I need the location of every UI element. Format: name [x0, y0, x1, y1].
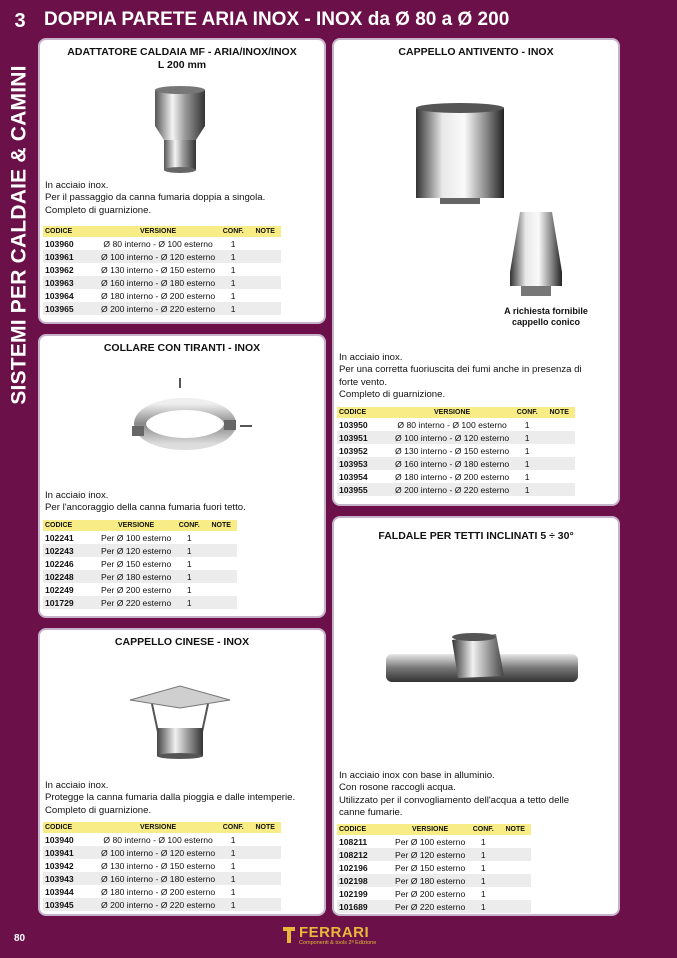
product-table: CODICE VERSIONE CONF. NOTE 103940 Ø 80 interno - Ø 100 esterno 1 103941 Ø 100 interno - Ø 120 esterno 1 103942 Ø 130 interno - Ø 150 esterno 1 103943 Ø 160 interno - Ø 180 esterno 1 103944 Ø 180 interno - Ø 200 esterno 1 103945 Ø 200 interno - Ø 220 esterno 1	[43, 822, 281, 911]
product-code: 108212	[337, 848, 393, 861]
product-description: In acciaio inox con base in alluminio. Con rosone raccogli acqua. Utilizzato per il convogliamento dell'acqua a tetto delle canne fumarie.	[339, 770, 570, 819]
product-version: Per Ø 180 esterno	[101, 571, 172, 582]
panel-title: COLLARE CON TIRANTI - INOX	[103, 342, 261, 354]
product-code: 102196	[339, 862, 368, 873]
product-note	[249, 898, 281, 911]
product-conf: 1	[467, 848, 499, 861]
product-note	[249, 859, 281, 872]
wind-cap-image	[334, 92, 618, 302]
product-conf: 1	[230, 886, 236, 897]
table-row	[337, 457, 575, 470]
product-note	[499, 887, 531, 900]
product-version: Ø 200 interno - Ø 220 esterno	[101, 899, 216, 910]
product-version: Ø 160 interno - Ø 180 esterno	[101, 277, 216, 288]
product-description: In acciaio inox. Protegge la canna fumaria dalla pioggia e dalle intemperie. Completo di guarnizione.	[45, 780, 296, 816]
product-conf: 1	[186, 532, 192, 543]
table-row	[337, 887, 531, 900]
product-version: Ø 160 interno - Ø 180 esterno	[101, 873, 216, 884]
product-note	[249, 302, 281, 315]
product-note	[499, 835, 531, 848]
table-row	[43, 289, 281, 302]
product-version: Ø 180 interno - Ø 200 esterno	[395, 471, 510, 482]
panel-antivento	[332, 38, 620, 506]
table-row	[43, 583, 237, 596]
product-version: Ø 80 interno - Ø 100 esterno	[103, 834, 213, 845]
product-version: Per Ø 150 esterno	[101, 558, 172, 569]
panel-title: CAPPELLO ANTIVENTO - INOX	[398, 46, 554, 58]
product-conf: 1	[524, 471, 530, 482]
product-code: 103961	[43, 250, 99, 263]
product-code: 102243	[43, 544, 99, 557]
product-code: 103940	[45, 834, 74, 845]
table-row	[337, 874, 531, 887]
product-conf: 1	[511, 457, 543, 470]
product-conf: 1	[217, 276, 249, 289]
product-conf: 1	[230, 264, 236, 275]
product-note	[205, 596, 237, 609]
table-row	[337, 444, 575, 457]
product-conf: 1	[217, 898, 249, 911]
product-note	[543, 470, 575, 483]
brand-icon	[281, 926, 297, 944]
table-row	[337, 483, 575, 496]
table-row	[43, 531, 237, 544]
product-conf: 1	[217, 872, 249, 885]
collar-image	[40, 376, 324, 476]
product-version: Per Ø 200 esterno	[101, 584, 172, 595]
table-row	[43, 833, 281, 846]
product-version: Per Ø 220 esterno	[101, 597, 172, 608]
product-conf: 1	[217, 846, 249, 859]
panel-adattatore	[38, 38, 326, 324]
table-row	[337, 835, 531, 848]
product-code: 103952	[339, 445, 368, 456]
table-row	[337, 900, 531, 913]
product-note	[499, 861, 531, 874]
table-row	[43, 570, 237, 583]
product-code: 103944	[45, 886, 74, 897]
product-version: Ø 200 interno - Ø 220 esterno	[395, 484, 510, 495]
product-version: Per Ø 200 esterno	[395, 888, 466, 899]
product-conf: 1	[524, 445, 530, 456]
product-code: 103945	[43, 898, 99, 911]
product-code: 102241	[45, 532, 74, 543]
product-description: In acciaio inox. Per il passaggio da canna fumaria doppia a singola. Completo di guarnizione.	[45, 180, 266, 216]
product-code: 102199	[339, 888, 368, 899]
product-version: Ø 160 interno - Ø 180 esterno	[395, 458, 510, 469]
product-conf: 1	[524, 419, 530, 430]
product-conf: 1	[173, 570, 205, 583]
product-code: 103943	[43, 872, 99, 885]
product-code: 103965	[43, 302, 99, 315]
product-code: 103960	[45, 238, 74, 249]
product-version: Ø 200 interno - Ø 220 esterno	[101, 303, 216, 314]
product-conf: 1	[467, 900, 499, 913]
product-code: 103962	[45, 264, 74, 275]
panel-cinese	[38, 628, 326, 916]
product-version: Ø 100 interno - Ø 120 esterno	[395, 432, 510, 443]
table-row	[43, 237, 281, 250]
brand-logo: FERRARI Componenti & tools 2ª Edizione	[281, 924, 389, 950]
product-version: Ø 100 interno - Ø 120 esterno	[101, 847, 216, 858]
product-conf: 1	[186, 584, 192, 595]
product-table: CODICE VERSIONE CONF. NOTE 102241 Per Ø 100 esterno 1 102243 Per Ø 120 esterno 1 102246 Per Ø 150 esterno 1 102248 Per Ø 180 esterno 1 102249 Per Ø 200 esterno 1 101729 Per Ø 220 esterno 1	[43, 520, 237, 609]
product-code: 102198	[337, 874, 393, 887]
page-title: DOPPIA PARETE ARIA INOX - INOX da Ø 80 a Ø 200	[44, 9, 510, 30]
product-version: Per Ø 120 esterno	[101, 545, 172, 556]
product-version: Ø 130 interno - Ø 150 esterno	[101, 264, 216, 275]
panel-collare	[38, 334, 326, 618]
panel-title: FALDALE PER TETTI INCLINATI 5 ÷ 30°	[378, 530, 574, 542]
product-note	[249, 250, 281, 263]
table-row	[43, 859, 281, 872]
table-row	[337, 470, 575, 483]
product-code: 103951	[337, 431, 393, 444]
product-conf: 1	[230, 238, 236, 249]
chapter-number: 3	[14, 10, 26, 32]
product-note	[499, 874, 531, 887]
product-version: Ø 130 interno - Ø 150 esterno	[101, 860, 216, 871]
table-row	[337, 848, 531, 861]
product-note	[249, 885, 281, 898]
product-version: Per Ø 220 esterno	[395, 901, 466, 912]
product-description: In acciaio inox. Per l'ancoraggio della canna fumaria fuori tetto.	[45, 490, 246, 514]
product-version: Ø 100 interno - Ø 120 esterno	[101, 251, 216, 262]
product-version: Ø 130 interno - Ø 150 esterno	[395, 445, 510, 456]
product-note	[249, 237, 281, 250]
product-code: 103963	[43, 276, 99, 289]
product-table: CODICE VERSIONE CONF. NOTE 103950 Ø 80 interno - Ø 100 esterno 1 103951 Ø 100 interno - Ø 120 esterno 1 103952 Ø 130 interno - Ø 150 esterno 1 103953 Ø 160 interno - Ø 180 esterno 1 103954 Ø 180 interno - Ø 200 esterno 1 103955 Ø 200 interno - Ø 220 esterno 1	[337, 407, 575, 496]
product-code: 103955	[337, 483, 393, 496]
product-table: CODICE VERSIONE CONF. NOTE 103960 Ø 80 interno - Ø 100 esterno 1 103961 Ø 100 interno - Ø 120 esterno 1 103962 Ø 130 interno - Ø 150 esterno 1 103963 Ø 160 interno - Ø 180 esterno 1 103964 Ø 180 interno - Ø 200 esterno 1 103965 Ø 200 interno - Ø 220 esterno 1	[43, 226, 281, 315]
product-version: Ø 80 interno - Ø 100 esterno	[397, 419, 507, 430]
product-conf: 1	[480, 888, 486, 899]
product-code: 101689	[337, 900, 393, 913]
product-note	[205, 544, 237, 557]
product-code: 103941	[43, 846, 99, 859]
product-conf: 1	[217, 302, 249, 315]
table-row	[43, 846, 281, 859]
product-code: 103950	[339, 419, 368, 430]
product-conf: 1	[173, 544, 205, 557]
product-conf: 1	[480, 862, 486, 873]
product-note	[249, 872, 281, 885]
product-note	[249, 289, 281, 302]
product-version: Per Ø 180 esterno	[395, 875, 466, 886]
table-row	[337, 861, 531, 874]
adapter-image	[40, 82, 324, 182]
table-row	[43, 596, 237, 609]
table-row	[337, 418, 575, 431]
panel-title: ADATTATORE CALDAIA MF - ARIA/INOX/INOX L 200 mm	[67, 46, 297, 71]
product-version: Ø 80 interno - Ø 100 esterno	[103, 238, 213, 249]
table-row	[43, 263, 281, 276]
product-note	[499, 900, 531, 913]
product-note	[205, 557, 237, 570]
product-conf: 1	[230, 834, 236, 845]
product-note	[543, 418, 575, 431]
conic-cap-note: A richiesta fornibile cappello conico	[504, 306, 588, 327]
product-version: Per Ø 150 esterno	[395, 862, 466, 873]
product-conf: 1	[480, 836, 486, 847]
product-note	[543, 444, 575, 457]
table-row	[43, 885, 281, 898]
product-conf: 1	[230, 860, 236, 871]
table-row	[43, 250, 281, 263]
product-conf: 1	[511, 431, 543, 444]
product-note	[249, 833, 281, 846]
product-note	[543, 431, 575, 444]
product-code: 102249	[45, 584, 74, 595]
product-conf: 1	[186, 558, 192, 569]
product-note	[205, 583, 237, 596]
product-note	[249, 846, 281, 859]
product-note	[205, 570, 237, 583]
product-version: Ø 180 interno - Ø 200 esterno	[101, 290, 216, 301]
product-code: 103942	[45, 860, 74, 871]
product-note	[249, 263, 281, 276]
product-conf: 1	[230, 290, 236, 301]
chapter-title: SISTEMI PER CALDAIE & CAMINI	[8, 65, 32, 405]
roof-flashing-image	[334, 618, 618, 708]
product-note	[249, 276, 281, 289]
product-conf: 1	[467, 874, 499, 887]
table-row	[43, 302, 281, 315]
table-row	[43, 898, 281, 911]
table-row	[43, 557, 237, 570]
product-code: 102246	[45, 558, 74, 569]
product-note	[205, 531, 237, 544]
panel-faldale	[332, 516, 620, 916]
chinese-cap-image	[40, 682, 324, 772]
product-note	[543, 457, 575, 470]
panel-title: CAPPELLO CINESE - INOX	[114, 636, 250, 648]
product-version: Per Ø 100 esterno	[395, 836, 466, 847]
product-note	[499, 848, 531, 861]
product-version: Per Ø 100 esterno	[101, 532, 172, 543]
table-row	[43, 544, 237, 557]
product-code: 102248	[43, 570, 99, 583]
product-note	[543, 483, 575, 496]
product-conf: 1	[173, 596, 205, 609]
product-conf: 1	[511, 483, 543, 496]
product-code: 103954	[339, 471, 368, 482]
product-code: 101729	[43, 596, 99, 609]
product-conf: 1	[217, 250, 249, 263]
page-number: 80	[14, 933, 26, 944]
product-version: Ø 180 interno - Ø 200 esterno	[101, 886, 216, 897]
table-row	[43, 872, 281, 885]
product-description: In acciaio inox. Per una corretta fuoriuscita dei fumi anche in presenza di forte vento. Completo di guarnizione.	[339, 352, 582, 401]
product-code: 103964	[45, 290, 74, 301]
table-row	[337, 431, 575, 444]
table-row	[43, 276, 281, 289]
product-code: 103953	[337, 457, 393, 470]
product-table: CODICE VERSIONE CONF. NOTE 108211 Per Ø 100 esterno 1 108212 Per Ø 120 esterno 1 102196 Per Ø 150 esterno 1 102198 Per Ø 180 esterno 1 102199 Per Ø 200 esterno 1 101689 Per Ø 220 esterno 1	[337, 824, 531, 913]
product-version: Per Ø 120 esterno	[395, 849, 466, 860]
product-code: 108211	[339, 836, 368, 847]
